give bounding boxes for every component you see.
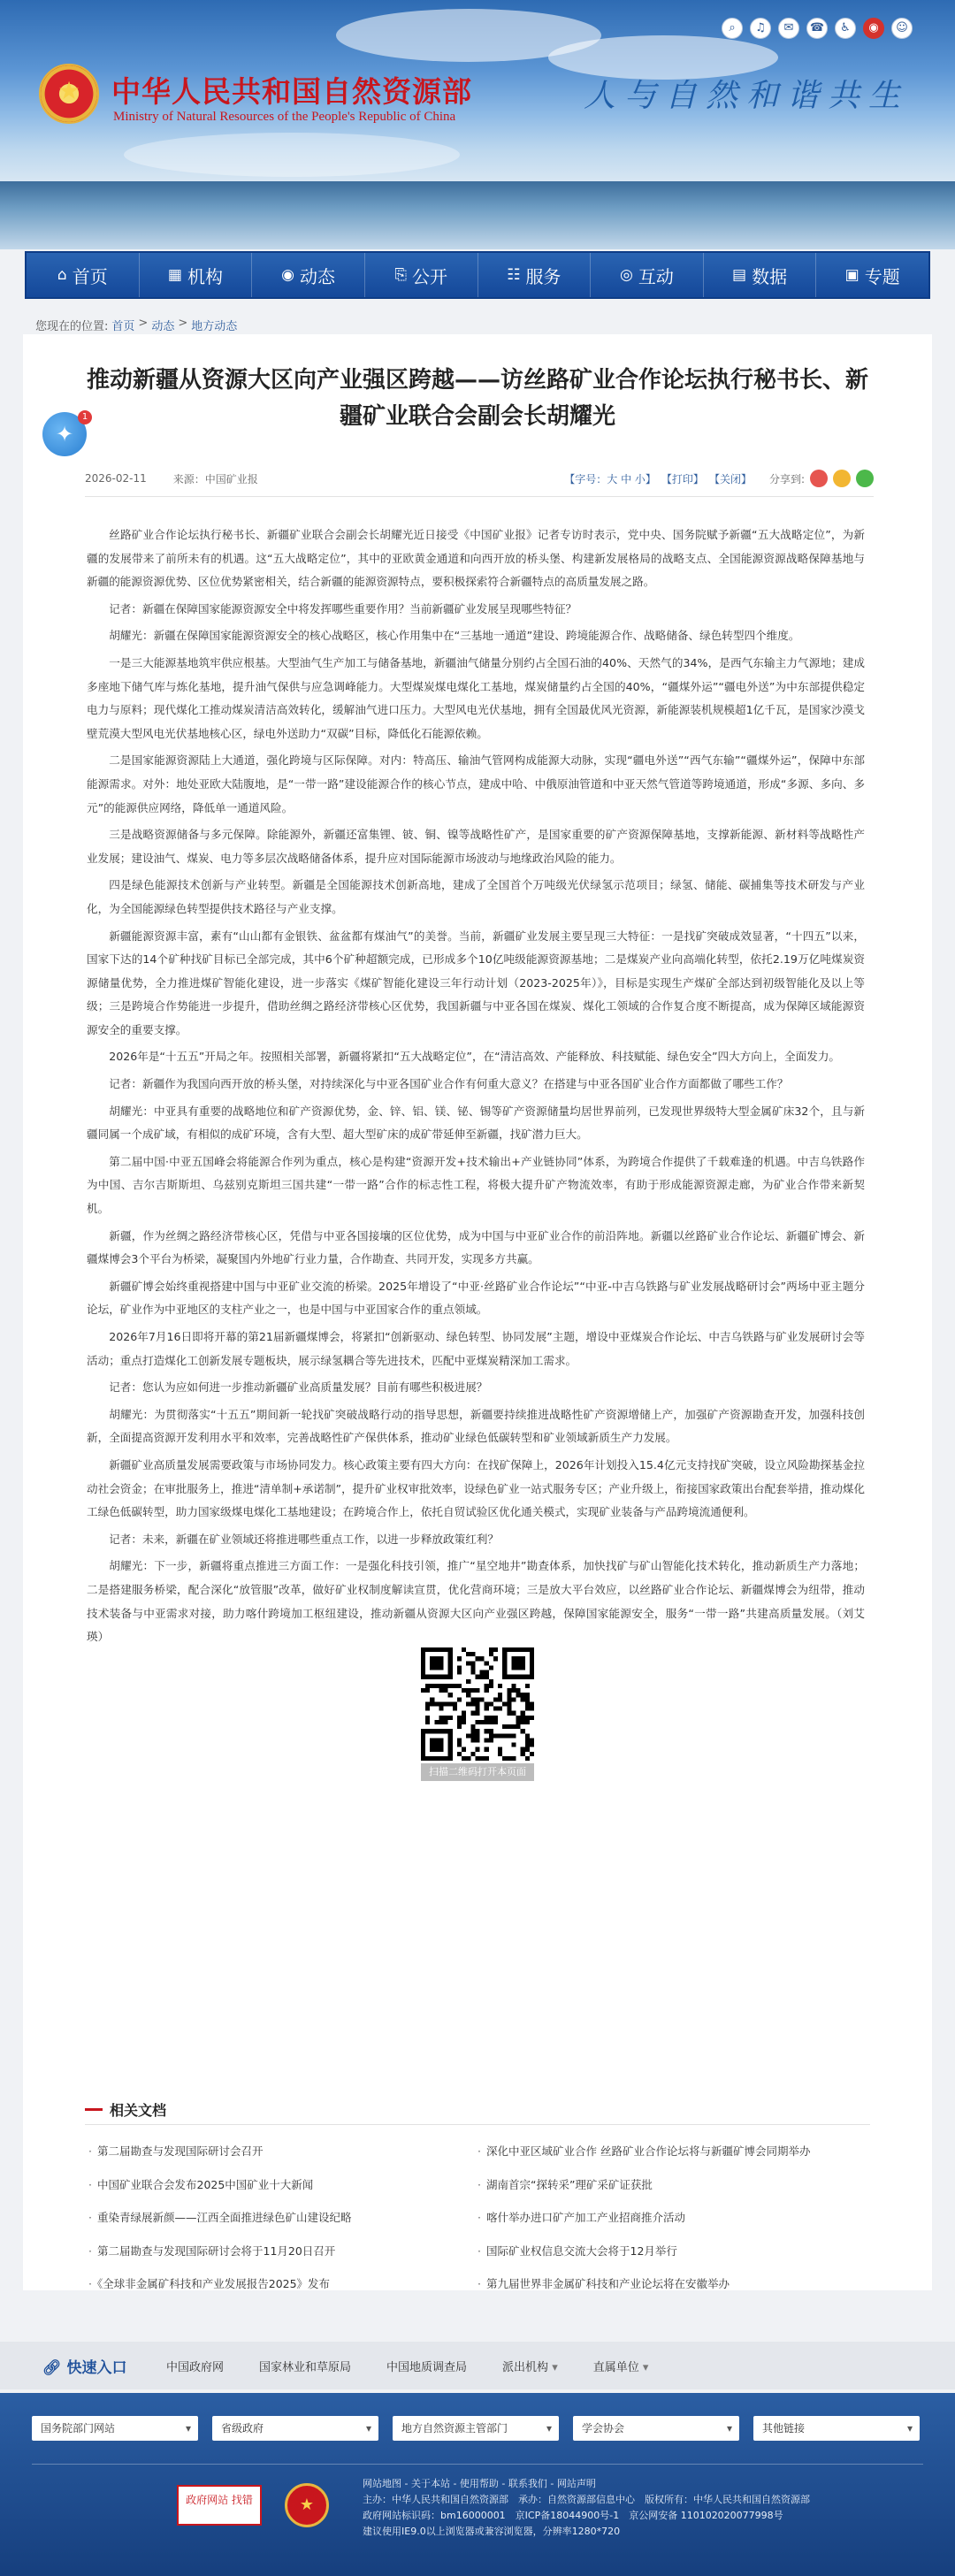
paragraph: 胡耀光：中亚具有重要的战略地位和矿产资源优势，金、锌、铝、镁、铋、锡等矿产资源储量均居世界前列，已发现世界级特大型金属矿床32个，且与新疆同属一个成矿域，有相似的成矿环境，含有大型、超大型矿床的成矿带延伸至新疆，找矿潜力巨大。: [87, 1104, 865, 1142]
quick-link-affiliated[interactable]: 直属单位 ▾: [593, 2358, 649, 2374]
font-size-control[interactable]: 【字号：大 中 小】: [564, 472, 656, 485]
paragraph: 记者：新疆在保障国家能源资源安全中将发挥哪些重要作用？当前新疆矿业发展呈现哪些特征？: [109, 601, 577, 615]
cloud-decor: [124, 133, 460, 177]
nav-news[interactable]: [252, 253, 365, 297]
article-meta: [85, 468, 874, 489]
divider: [85, 496, 874, 497]
paragraph: 第二届中国·中亚五国峰会将能源合作列为重点，核心是构建“资源开发+技术输出+产业链协同”体系，为跨境合作提供了千载难逢的机遇。中吉乌铁路作为中国、吉尔吉斯斯坦、乌兹别克斯坦三国共建“一带一路”合作的标志性工程，将极大提升矿产物流效率，有助于形成能源资源走廊，为矿业合作带来新契机。: [87, 1154, 865, 1216]
breadcrumb-home[interactable]: 首页: [111, 320, 135, 333]
qr-code: [421, 1647, 534, 1761]
audio-icon[interactable]: ♫: [750, 18, 771, 39]
related-title: 相关文档: [110, 2101, 167, 2119]
document-icon: ⎘: [394, 266, 407, 284]
assistant-bird-icon[interactable]: ✦ 1: [42, 412, 87, 456]
quick-links-label: [42, 2355, 131, 2377]
building-icon: ▦: [167, 266, 182, 284]
select-associations[interactable]: 学会协会 ▾: [573, 2416, 739, 2441]
paragraph: 胡耀光：下一步，新疆将重点推进三方面工作：一是强化科技引领，推广“星空地井”勘查体系，加快找矿与矿山智能化技术转化，推动新质生产力落地；二是搭建服务桥梁，配合深化“放管服”改革，做好矿业权制度解读宣贯，优化营商环境；三是放大平台效应，以丝路矿业合作论坛、新疆煤博会为纽带，推动技术装备与中亚需求对接，助力喀什跨境加工枢纽建设，推动新疆从资源大区向产业强区跨越，保障国家能源安全，服务“一带一路”共建高质量发展。（刘艾瑛）: [87, 1559, 865, 1644]
home-icon: ⌂: [57, 266, 67, 284]
nav-label: 服务: [525, 265, 562, 287]
related-link[interactable]: · 国际矿业权信息交流大会将于12月举行: [478, 2235, 867, 2268]
nav-label: 互动: [638, 265, 674, 287]
related-link[interactable]: · 深化中亚区域矿业合作 丝路矿业合作论坛将与新疆矿博会同期举办: [478, 2135, 867, 2168]
nav-public[interactable]: [365, 253, 478, 297]
nav-service[interactable]: [478, 253, 592, 297]
nav-label: 动态: [299, 265, 335, 287]
nav-organization[interactable]: [140, 253, 253, 297]
paragraph: 记者：新疆作为我国向西开放的桥头堡，对持续深化与中亚各国矿业合作有何重大意义？在搭建与中亚各国矿业合作方面都做了哪些工作？: [109, 1077, 789, 1091]
paragraph: 四是绿色能源技术创新与产业转型。新疆是全国能源技术创新高地，建成了全国首个万吨级光伏绿氢示范项目；绿氢、储能、碳捕集等技术研发与产业化，为全国能源绿色转型提供技术路径与产业支撑。: [87, 878, 865, 915]
gov-site-error-report-badge[interactable]: 政府网站 找错: [177, 2485, 262, 2526]
weibo-icon[interactable]: ◉: [863, 18, 884, 39]
quick-link-dispatched[interactable]: 派出机构 ▾: [502, 2358, 558, 2374]
related-link[interactable]: · 中国矿业联合会发布2025中国矿业十大新闻: [88, 2168, 478, 2202]
site-title[interactable]: 中华人民共和国自然资源部: [111, 74, 472, 109]
print-button[interactable]: 【打印】: [661, 472, 704, 485]
quick-link-geology[interactable]: 中国地质调查局: [386, 2360, 468, 2374]
search-icon[interactable]: ⌕: [722, 18, 743, 39]
footer-icp: 政府网站标识码：bm16000001 京ICP备18044900号-1 京公网安备 110102020077998号: [363, 2510, 783, 2521]
quick-link-gov[interactable]: 中国政府网: [166, 2360, 225, 2374]
topic-icon: ▣: [844, 266, 860, 284]
nav-home[interactable]: [27, 253, 140, 297]
article-source: 来源：中国矿业报: [172, 472, 258, 485]
paragraph: 丝路矿业合作论坛执行秘书长、新疆矿业联合会副会长胡耀光近日接受《中国矿业报》记者专访时表示，党中央、国务院赋予新疆“五大战略定位”，为新疆的发展带来了前所未有的机遇。这“五大战略定位”，其中的亚欧黄金通道和向西开放的桥头堡、构建新发展格局的战略支点、全国能源资源战略保障基地与新疆的能源资源优势、区位优势紧密相关，结合新疆的能源资源特点，要积极探索符合新疆特点的高质量发展之路。: [87, 528, 865, 589]
article-date: 2026-02-11: [85, 472, 147, 485]
accent-bar: [85, 2108, 103, 2111]
select-other-links[interactable]: 其他链接 ▾: [753, 2416, 920, 2441]
paragraph: 一是三大能源基地筑牢供应根基。大型油气生产加工与储备基地，新疆油气储量分别约占全国石油的40%、天然气的34%，是西气东输主力气源地；建成多座地下储气库与炼化基地，提升油气保供与应急调峰能力。大型煤炭煤电煤化工基地，煤炭储量约占全国的40%，“疆煤外运”“疆电外送”为中东部提供稳定电力与原料；现代煤化工推动煤炭清洁高效转化，缓解油气进口压力。大型风电光伏基地，拥有全国最优风光资源，新能源装机规模超1亿千瓦，是国家沙漠戈壁荒漠大型风电光伏基地核心区，绿电外送助力“双碳”目标，降低化石能源依赖。: [87, 655, 865, 740]
qzone-share-icon[interactable]: [833, 470, 851, 487]
nav-label: 首页: [72, 265, 108, 287]
footer-browser-note: 建议使用IE9.0以上浏览器或兼容浏览器，分辨率1280*720: [363, 2526, 621, 2537]
news-icon: ◉: [281, 266, 294, 284]
main-nav: [25, 251, 930, 299]
breadcrumb-news[interactable]: 动态: [151, 320, 175, 333]
national-emblem-logo[interactable]: [39, 64, 99, 124]
paragraph: 胡耀光：新疆在保障国家能源资源安全的核心战略区，核心作用集中在“三基地一通道”建设、跨境能源合作、战略储备、绿色转型四个维度。: [109, 629, 800, 643]
related-link[interactable]: · 第二届勘查与发现国际研讨会召开: [88, 2135, 478, 2168]
related-link[interactable]: · 第九届世界非金属矿科技和产业论坛将在安徽举办: [478, 2267, 867, 2301]
footer-sponsor: 主办：中华人民共和国自然资源部 承办：自然资源部信息中心 版权所有：中华人民共和国自然资源部: [363, 2494, 810, 2505]
paragraph: 胡耀光：为贯彻落实“十五五”期间新一轮找矿突破战略行动的指导思想，新疆要持续推进战略性矿产资源增储上产，加强矿产资源勘查开发，加强科技创新，全面提高资源开发利用水平和效率，完善战略性矿产保供体系，推动矿业绿色低碳转型和矿业领域新质生产力发展。: [87, 1407, 865, 1445]
weibo-share-icon[interactable]: [810, 470, 828, 487]
nav-label: 专题: [864, 265, 900, 287]
nav-topics[interactable]: [816, 253, 928, 297]
chart-icon: ▤: [732, 266, 747, 284]
article-body: [87, 524, 865, 1653]
select-local-authority[interactable]: 地方自然资源主管部门 ▾: [393, 2416, 559, 2441]
breadcrumb-prefix: 您现在的位置:: [35, 320, 109, 333]
paragraph: 2026年7月16日即将开幕的第21届新疆煤博会，将紧扣“创新驱动、绿色转型、协同发展”主题，增设中亚煤炭合作论坛、中吉乌铁路与矿业发展研讨会等活动；重点打造煤化工创新发展专题板块，展示绿氢耦合等先进技术，匹配中亚煤炭精深加工需求。: [87, 1330, 865, 1367]
related-link[interactable]: · 喀什举办进口矿产加工产业招商推介活动: [478, 2201, 867, 2235]
mail-icon[interactable]: ✉: [778, 18, 799, 39]
nav-interaction[interactable]: [591, 253, 704, 297]
article-tools: [564, 470, 874, 487]
related-docs-list: [88, 2135, 867, 2301]
share-label: 分享到:: [768, 472, 805, 485]
paragraph: 新疆矿博会始终重视搭建中国与中亚矿业交流的桥梁。2025年增设了“中亚·丝路矿业合作论坛”“中亚-中吉乌铁路与矿业发展战略研讨会”两场中亚主题分论坛，矿业作为中亚地区的支柱产业之一，也是中国与中亚国家合作的重点领域。: [87, 1279, 865, 1317]
chat-icon: ◎: [620, 266, 633, 284]
quick-link-forestry[interactable]: 国家林业和草原局: [259, 2360, 352, 2374]
phone-icon[interactable]: ☎: [806, 18, 828, 39]
link-icon: 🔗︎: [42, 2358, 67, 2377]
footer-info: [363, 2476, 928, 2540]
nav-data[interactable]: [704, 253, 817, 297]
wechat-share-icon[interactable]: [856, 470, 874, 487]
paragraph: 新疆矿业高质量发展需要政策与市场协同发力。核心政策主要有四大方向：在找矿保障上，2026年计划投入15.4亿元支持找矿突破，设立风险勘探基金拉动社会资金；在审批服务上，推进“清单制+承诺制”，提升矿业权审批效率，设绿色矿业一站式服务专区；产业升级上，衔接国家政策出台配套举措，推动煤化工绿色低碳转型，助力国家级煤电煤化工基地建设；在跨境合作上，依托自贸试验区优化通关模式，实现矿业装备与产品跨境流通便利。: [87, 1457, 865, 1519]
accessibility-icon[interactable]: ♿: [835, 18, 856, 39]
related-link[interactable]: · 《全球非金属矿科技和产业发展报告2025》发布: [88, 2267, 478, 2301]
close-button[interactable]: 【关闭】: [708, 472, 752, 485]
lake-decor: [0, 181, 955, 249]
select-state-council[interactable]: 国务院部门网站 ▾: [32, 2416, 198, 2441]
quick-label-text: 快速入口: [66, 2358, 127, 2377]
header-banner: [0, 0, 955, 249]
nav-label: 公开: [411, 265, 447, 287]
paragraph: 记者：未来，新疆在矿业领域还将推进哪些重点工作，以进一步释放政策红利？: [109, 1532, 499, 1546]
breadcrumb-local-news[interactable]: 地方动态: [191, 320, 238, 333]
paragraph: 新疆，作为丝绸之路经济带核心区，凭借与中亚各国接壤的区位优势，成为中国与中亚矿业合作的前沿阵地。新疆以丝路矿业合作论坛、新疆矿博会、新疆煤博会3个平台为桥梁，凝聚国内外地矿行业力量，合作勘查、共同开发，实现多方共赢。: [87, 1228, 865, 1266]
select-provincial[interactable]: 省级政府 ▾: [212, 2416, 378, 2441]
breadcrumb-sep: >: [138, 317, 149, 330]
paragraph: 三是战略资源储备与多元保障。除能源外，新疆还富集锂、铍、铜、镍等战略性矿产，是国家重要的矿产资源保障基地，支撑新能源、新材料等战略性产业发展；建设油气、煤炭、电力等多层次战略储备体系，提升应对国际能源市场波动与地缘政治风险的能力。: [87, 828, 865, 865]
wechat-icon[interactable]: ☺: [891, 18, 913, 39]
related-link[interactable]: · 第二届勘查与发现国际研讨会将于11月20日召开: [88, 2235, 478, 2268]
related-docs-header: [85, 2096, 166, 2122]
paragraph: 记者：您认为应如何进一步推动新疆矿业高质量发展？目前有哪些积极进展？: [109, 1380, 488, 1395]
related-link[interactable]: · 重染青绿展新颜——江西全面推进绿色矿山建设纪略: [88, 2201, 478, 2235]
paragraph: 2026年是“十五五”开局之年。按照相关部署，新疆将紧扣“五大战略定位”，在“清洁高效、产能释放、科技赋能、绿色安全”四大方向上，全面发力。: [109, 1050, 841, 1064]
breadcrumb-sep: >: [178, 317, 188, 330]
nav-label: 数据: [752, 265, 788, 287]
divider: [85, 2124, 870, 2125]
slogan: 人与自然和谐共生: [583, 78, 909, 114]
paragraph: 新疆能源资源丰富，素有“山山都有金银铁、盆盆都有煤油气”的美誉。当前，新疆矿业发展主要呈现三大特征：一是找矿突破成效显著，“十四五”以来，国家下达的14个矿种找矿目标已全部完成，其中6个矿种超额完成，已形成多个10亿吨级能源资源基地；二是煤炭产业向高端化转型，依托2.19万亿吨煤炭资源储量优势，全力推进煤矿智能化建设，进一步落实《煤矿智能化建设三年行动计划（2023-2025年）》，目标是实现生产煤矿全部达到初级智能化及以上等级；三是跨境合作势能进一步提升，借助丝绸之路经济带核心区优势，我国新疆与中亚各国在煤炭、煤化工领域的合作复合度不断提高，成为保障区域能源资源安全的重要支撑。: [87, 929, 865, 1036]
qr-caption: 扫描二维码打开本页面: [421, 1763, 534, 1781]
divider: [32, 2464, 923, 2465]
nav-label: 机构: [187, 265, 223, 287]
footer-links[interactable]: 网站地图 - 关于本站 - 使用帮助 - 联系我们 - 网站声明: [363, 2478, 596, 2489]
article-title: 推动新疆从资源大区向产业强区跨越——访丝路矿业合作论坛执行秘书长、新疆矿业联合会副会长胡耀光: [86, 367, 868, 430]
service-icon: ☷: [507, 266, 521, 284]
paragraph: 二是国家能源资源陆上大通道，强化跨境与区际保障。对内：特高压、输油气管网构成能源大动脉，实现“疆电外送”“西气东输”“疆煤外运”，保障中东部能源需求。对外：地处亚欧大陆腹地，是“一带一路”建设能源合作的核心节点，建成中哈、中俄原油管道和中亚天然气管道等跨境通道，形成“多源、多向、多元”的能源供应网络，降低单一通道风险。: [87, 753, 865, 814]
top-toolbar: [722, 18, 913, 39]
related-link[interactable]: · 湖南首宗“探转采”理矿采矿证获批: [478, 2168, 867, 2202]
quick-links-bar: [0, 2342, 955, 2389]
notification-dot: 1: [78, 410, 92, 424]
party-gov-badge-icon[interactable]: ★: [285, 2483, 329, 2527]
footer: [0, 2393, 955, 2576]
site-subtitle: Ministry of Natural Resources of the People's Republic of China: [113, 110, 456, 124]
breadcrumb: [35, 317, 237, 333]
